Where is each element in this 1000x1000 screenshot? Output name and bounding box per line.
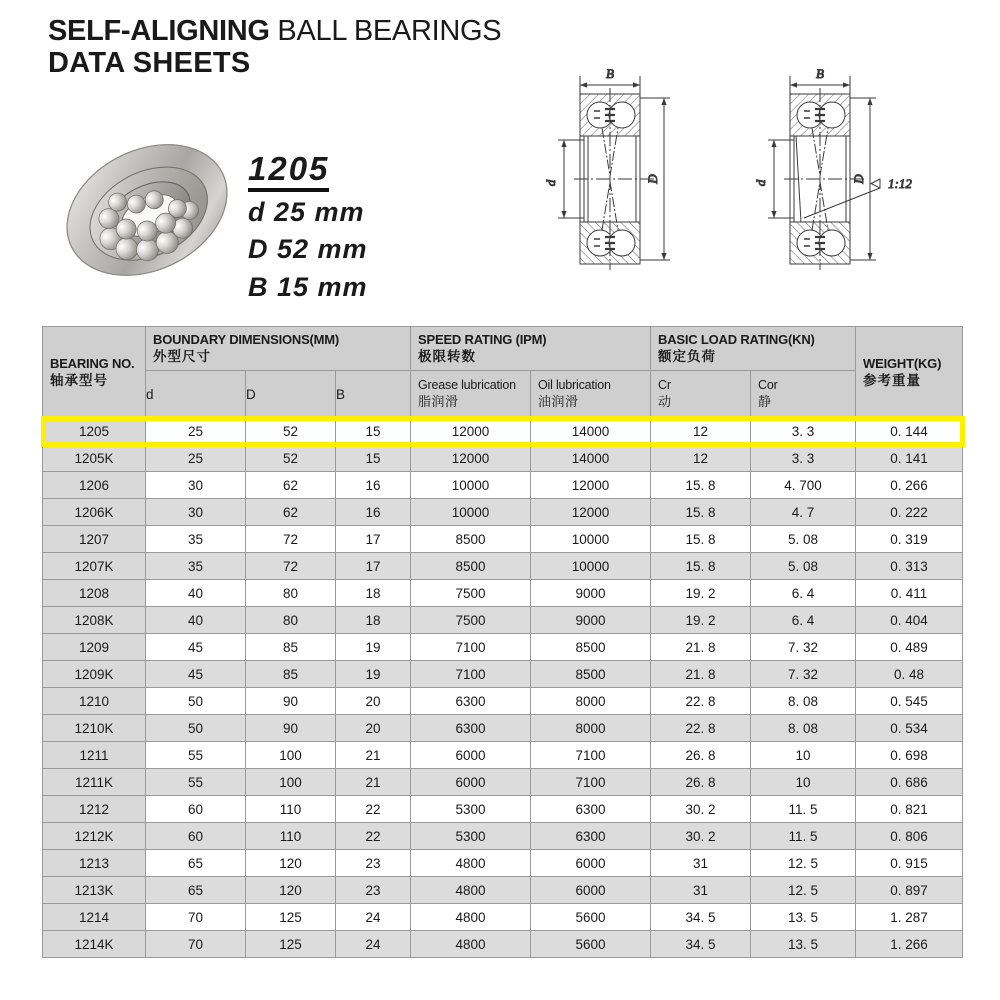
cell-d: 60	[146, 796, 246, 823]
col-header-load-cn: 额定负荷	[658, 349, 717, 365]
cell-D: 80	[246, 607, 336, 634]
col-header-basic-load-rating	[651, 327, 856, 371]
cell-grease: 12000	[411, 445, 531, 472]
cell-weight: 0. 411	[856, 580, 963, 607]
cell-weight: 0. 698	[856, 742, 963, 769]
cell-model: 1206	[43, 472, 146, 499]
table-row	[43, 796, 963, 823]
cell-d: 55	[146, 769, 246, 796]
cell-D: 110	[246, 796, 336, 823]
cell-D: 62	[246, 499, 336, 526]
col-header-speed-en: SPEED RATING (IPM)	[418, 332, 547, 347]
cell-B: 21	[336, 742, 411, 769]
col-header-oil-lubrication	[531, 371, 651, 418]
cell-model: 1208K	[43, 607, 146, 634]
cell-cr: 22. 8	[651, 715, 751, 742]
cell-oil: 8000	[531, 688, 651, 715]
cell-weight: 0. 141	[856, 445, 963, 472]
cell-cr: 15. 8	[651, 472, 751, 499]
col-header-cr-en: Cr	[658, 378, 671, 393]
cell-d: 70	[146, 904, 246, 931]
table-row	[43, 634, 963, 661]
cell-grease: 8500	[411, 526, 531, 553]
col-header-grease-en: Grease lubrication	[418, 378, 516, 393]
cell-d: 55	[146, 742, 246, 769]
cell-B: 17	[336, 553, 411, 580]
col-header-boundary-en: BOUNDARY DIMENSIONS(MM)	[153, 332, 340, 347]
cell-cor: 3. 3	[751, 418, 856, 445]
title-line-1	[48, 16, 501, 46]
cell-cr: 31	[651, 877, 751, 904]
cell-D: 90	[246, 688, 336, 715]
cell-D: 62	[246, 472, 336, 499]
cell-B: 19	[336, 634, 411, 661]
cell-d: 30	[146, 472, 246, 499]
cell-oil: 9000	[531, 607, 651, 634]
col-header-weight-en: WEIGHT(KG)	[863, 355, 942, 371]
cell-oil: 6000	[531, 850, 651, 877]
table-header-row-sub	[43, 371, 963, 418]
cell-cr: 21. 8	[651, 661, 751, 688]
cell-d: 45	[146, 661, 246, 688]
cell-grease: 6300	[411, 688, 531, 715]
cell-B: 15	[336, 445, 411, 472]
col-header-speed-rating	[411, 327, 651, 371]
table-row	[43, 418, 963, 445]
col-header-cr	[651, 371, 751, 418]
cell-D: 90	[246, 715, 336, 742]
col-header-weight-cn: 参考重量	[863, 372, 922, 388]
table-row	[43, 904, 963, 931]
cell-D: 100	[246, 742, 336, 769]
cell-cor: 5. 08	[751, 553, 856, 580]
cell-grease: 7500	[411, 607, 531, 634]
cell-grease: 5300	[411, 796, 531, 823]
cell-model: 1213	[43, 850, 146, 877]
cell-d: 40	[146, 607, 246, 634]
cell-cr: 34. 5	[651, 931, 751, 958]
cell-oil: 10000	[531, 553, 651, 580]
cell-B: 15	[336, 418, 411, 445]
cell-cor: 8. 08	[751, 715, 856, 742]
cell-cr: 12	[651, 445, 751, 472]
cell-B: 22	[336, 796, 411, 823]
title-light: BALL BEARINGS	[277, 15, 502, 47]
cell-grease: 4800	[411, 877, 531, 904]
cell-D: 110	[246, 823, 336, 850]
table-header-row-top	[43, 327, 963, 371]
bearing-cross-section-drawings	[540, 58, 990, 293]
cell-model: 1214K	[43, 931, 146, 958]
table-body	[43, 418, 963, 958]
drawing-label-B-right: B	[816, 66, 824, 81]
col-header-sub-d: d	[146, 371, 246, 418]
col-header-boundary-cn: 外型尺寸	[153, 349, 211, 365]
cell-grease: 4800	[411, 931, 531, 958]
cell-cr: 30. 2	[651, 823, 751, 850]
cell-D: 85	[246, 661, 336, 688]
cell-B: 20	[336, 715, 411, 742]
cell-D: 100	[246, 769, 336, 796]
cell-weight: 0. 915	[856, 850, 963, 877]
cell-d: 50	[146, 715, 246, 742]
cell-weight: 1. 266	[856, 931, 963, 958]
cell-model: 1210K	[43, 715, 146, 742]
cell-cor: 4. 700	[751, 472, 856, 499]
cell-cor: 13. 5	[751, 931, 856, 958]
cell-oil: 5600	[531, 931, 651, 958]
cell-cr: 30. 2	[651, 796, 751, 823]
table-row	[43, 877, 963, 904]
cell-cor: 12. 5	[751, 877, 856, 904]
cell-cor: 4. 7	[751, 499, 856, 526]
callout-width: B 15 mm	[248, 271, 368, 302]
cell-d: 25	[146, 418, 246, 445]
cell-oil: 8000	[531, 715, 651, 742]
table-row	[43, 769, 963, 796]
cell-cor: 12. 5	[751, 850, 856, 877]
cell-cr: 15. 8	[651, 499, 751, 526]
cell-cor: 6. 4	[751, 607, 856, 634]
bearing-product-photo	[52, 128, 242, 293]
cell-B: 16	[336, 499, 411, 526]
drawing-taper-note: 1:12	[888, 176, 912, 191]
cell-d: 35	[146, 553, 246, 580]
table-row	[43, 472, 963, 499]
cell-model: 1212	[43, 796, 146, 823]
title-strong: SELF-ALIGNING	[48, 15, 270, 47]
table-row	[43, 526, 963, 553]
callout-model-number: 1205	[248, 152, 329, 192]
cell-oil: 12000	[531, 499, 651, 526]
cell-D: 85	[246, 634, 336, 661]
cell-cr: 15. 8	[651, 553, 751, 580]
cell-model: 1205K	[43, 445, 146, 472]
cell-weight: 0. 806	[856, 823, 963, 850]
col-header-cor-en: Cor	[758, 378, 778, 393]
cell-weight: 0. 222	[856, 499, 963, 526]
col-header-sub-B: B	[336, 371, 411, 418]
cell-cor: 13. 5	[751, 904, 856, 931]
cell-oil: 6300	[531, 823, 651, 850]
cell-B: 18	[336, 607, 411, 634]
cell-cor: 11. 5	[751, 823, 856, 850]
drawing-label-D-right: D	[851, 174, 866, 184]
cell-cr: 12	[651, 418, 751, 445]
cell-grease: 7100	[411, 634, 531, 661]
cell-model: 1211K	[43, 769, 146, 796]
cell-cor: 3. 3	[751, 445, 856, 472]
cell-grease: 4800	[411, 904, 531, 931]
table-row	[43, 688, 963, 715]
col-header-load-en: BASIC LOAD RATING(KN)	[658, 332, 815, 347]
cell-grease: 10000	[411, 472, 531, 499]
cell-grease: 6000	[411, 742, 531, 769]
cell-grease: 7500	[411, 580, 531, 607]
cell-oil: 7100	[531, 769, 651, 796]
cell-d: 70	[146, 931, 246, 958]
cell-cor: 8. 08	[751, 688, 856, 715]
cell-D: 52	[246, 418, 336, 445]
table-row	[43, 607, 963, 634]
cell-oil: 8500	[531, 634, 651, 661]
cell-B: 24	[336, 904, 411, 931]
cell-grease: 4800	[411, 850, 531, 877]
cell-oil: 5600	[531, 904, 651, 931]
cell-model: 1210	[43, 688, 146, 715]
table-row	[43, 931, 963, 958]
table-row	[43, 850, 963, 877]
cell-d: 25	[146, 445, 246, 472]
table-row	[43, 445, 963, 472]
col-header-bearing-no-cn: 轴承型号	[50, 372, 108, 388]
callout-bore-diameter: d 25 mm	[248, 196, 365, 227]
cell-oil: 9000	[531, 580, 651, 607]
drawing-label-d-right: d	[753, 179, 768, 187]
cell-d: 65	[146, 850, 246, 877]
cell-weight: 0. 266	[856, 472, 963, 499]
cell-grease: 6000	[411, 769, 531, 796]
cell-cr: 26. 8	[651, 742, 751, 769]
cell-cr: 22. 8	[651, 688, 751, 715]
cell-weight: 0. 534	[856, 715, 963, 742]
cell-d: 30	[146, 499, 246, 526]
cell-B: 23	[336, 877, 411, 904]
cell-grease: 8500	[411, 553, 531, 580]
cell-d: 35	[146, 526, 246, 553]
cell-weight: 0. 821	[856, 796, 963, 823]
cell-d: 40	[146, 580, 246, 607]
cell-cor: 6. 4	[751, 580, 856, 607]
cell-weight: 0. 404	[856, 607, 963, 634]
col-header-bearing-no-en: BEARING NO.	[50, 355, 135, 371]
cell-model: 1209K	[43, 661, 146, 688]
col-header-cr-cn: 动	[658, 394, 672, 410]
col-header-oil-cn: 油润滑	[538, 394, 579, 410]
cell-cor: 7. 32	[751, 634, 856, 661]
cell-cr: 19. 2	[651, 607, 751, 634]
cell-cor: 10	[751, 769, 856, 796]
cell-D: 52	[246, 445, 336, 472]
bearing-data-table	[42, 326, 963, 958]
cell-weight: 0. 897	[856, 877, 963, 904]
cell-grease: 7100	[411, 661, 531, 688]
cell-cor: 5. 08	[751, 526, 856, 553]
cell-weight: 0. 48	[856, 661, 963, 688]
table-row	[43, 499, 963, 526]
cell-model: 1214	[43, 904, 146, 931]
cell-cr: 26. 8	[651, 769, 751, 796]
table-row	[43, 742, 963, 769]
cell-model: 1207K	[43, 553, 146, 580]
cell-oil: 14000	[531, 418, 651, 445]
cell-d: 65	[146, 877, 246, 904]
col-header-grease-cn: 脂润滑	[418, 394, 459, 410]
col-header-oil-en: Oil lubrication	[538, 378, 611, 393]
cell-grease: 6300	[411, 715, 531, 742]
title-line-2: DATA SHEETS	[48, 47, 251, 80]
cell-B: 16	[336, 472, 411, 499]
callout-outer-diameter: D 52 mm	[248, 234, 368, 265]
col-header-weight	[856, 327, 963, 418]
table-row	[43, 661, 963, 688]
cell-cr: 21. 8	[651, 634, 751, 661]
cell-model: 1212K	[43, 823, 146, 850]
cell-cor: 11. 5	[751, 796, 856, 823]
col-header-bearing-no	[43, 327, 146, 418]
cell-d: 50	[146, 688, 246, 715]
cell-model: 1205	[43, 418, 146, 445]
drawing-label-B-left: B	[606, 66, 614, 81]
cell-D: 120	[246, 877, 336, 904]
cell-oil: 7100	[531, 742, 651, 769]
cell-oil: 6000	[531, 877, 651, 904]
cell-weight: 0. 313	[856, 553, 963, 580]
cell-weight: 0. 545	[856, 688, 963, 715]
cell-cr: 19. 2	[651, 580, 751, 607]
cell-B: 19	[336, 661, 411, 688]
col-header-boundary-dimensions	[146, 327, 411, 371]
cell-d: 60	[146, 823, 246, 850]
cell-B: 23	[336, 850, 411, 877]
cell-B: 21	[336, 769, 411, 796]
cell-weight: 0. 489	[856, 634, 963, 661]
cell-cr: 34. 5	[651, 904, 751, 931]
cell-B: 20	[336, 688, 411, 715]
spec-callout	[248, 152, 368, 304]
cell-weight: 0. 686	[856, 769, 963, 796]
cell-D: 80	[246, 580, 336, 607]
table-row	[43, 823, 963, 850]
table-row	[43, 715, 963, 742]
cell-d: 45	[146, 634, 246, 661]
cell-cr: 31	[651, 850, 751, 877]
drawing-label-d-left: d	[543, 179, 558, 187]
cell-grease: 10000	[411, 499, 531, 526]
cell-model: 1211	[43, 742, 146, 769]
cell-grease: 5300	[411, 823, 531, 850]
cell-D: 125	[246, 931, 336, 958]
cell-cr: 15. 8	[651, 526, 751, 553]
cell-D: 72	[246, 553, 336, 580]
cell-oil: 10000	[531, 526, 651, 553]
cell-cor: 10	[751, 742, 856, 769]
cell-model: 1208	[43, 580, 146, 607]
page-title	[48, 16, 501, 80]
cell-B: 18	[336, 580, 411, 607]
col-header-grease-lubrication	[411, 371, 531, 418]
cell-cor: 7. 32	[751, 661, 856, 688]
cell-weight: 1. 287	[856, 904, 963, 931]
cell-B: 24	[336, 931, 411, 958]
table-row	[43, 553, 963, 580]
col-header-speed-cn: 极限转数	[418, 349, 477, 365]
col-header-cor	[751, 371, 856, 418]
col-header-sub-D: D	[246, 371, 336, 418]
cell-model: 1207	[43, 526, 146, 553]
cell-weight: 0. 319	[856, 526, 963, 553]
cell-D: 72	[246, 526, 336, 553]
cell-weight: 0. 144	[856, 418, 963, 445]
col-header-cor-cn: 静	[758, 394, 772, 410]
cell-B: 17	[336, 526, 411, 553]
cell-oil: 14000	[531, 445, 651, 472]
cell-D: 120	[246, 850, 336, 877]
cell-B: 22	[336, 823, 411, 850]
cell-model: 1206K	[43, 499, 146, 526]
cell-grease: 12000	[411, 418, 531, 445]
drawing-label-D-left: D	[645, 174, 660, 184]
cell-model: 1213K	[43, 877, 146, 904]
cell-oil: 12000	[531, 472, 651, 499]
cell-model: 1209	[43, 634, 146, 661]
table-row	[43, 580, 963, 607]
cell-oil: 8500	[531, 661, 651, 688]
cell-oil: 6300	[531, 796, 651, 823]
cell-D: 125	[246, 904, 336, 931]
